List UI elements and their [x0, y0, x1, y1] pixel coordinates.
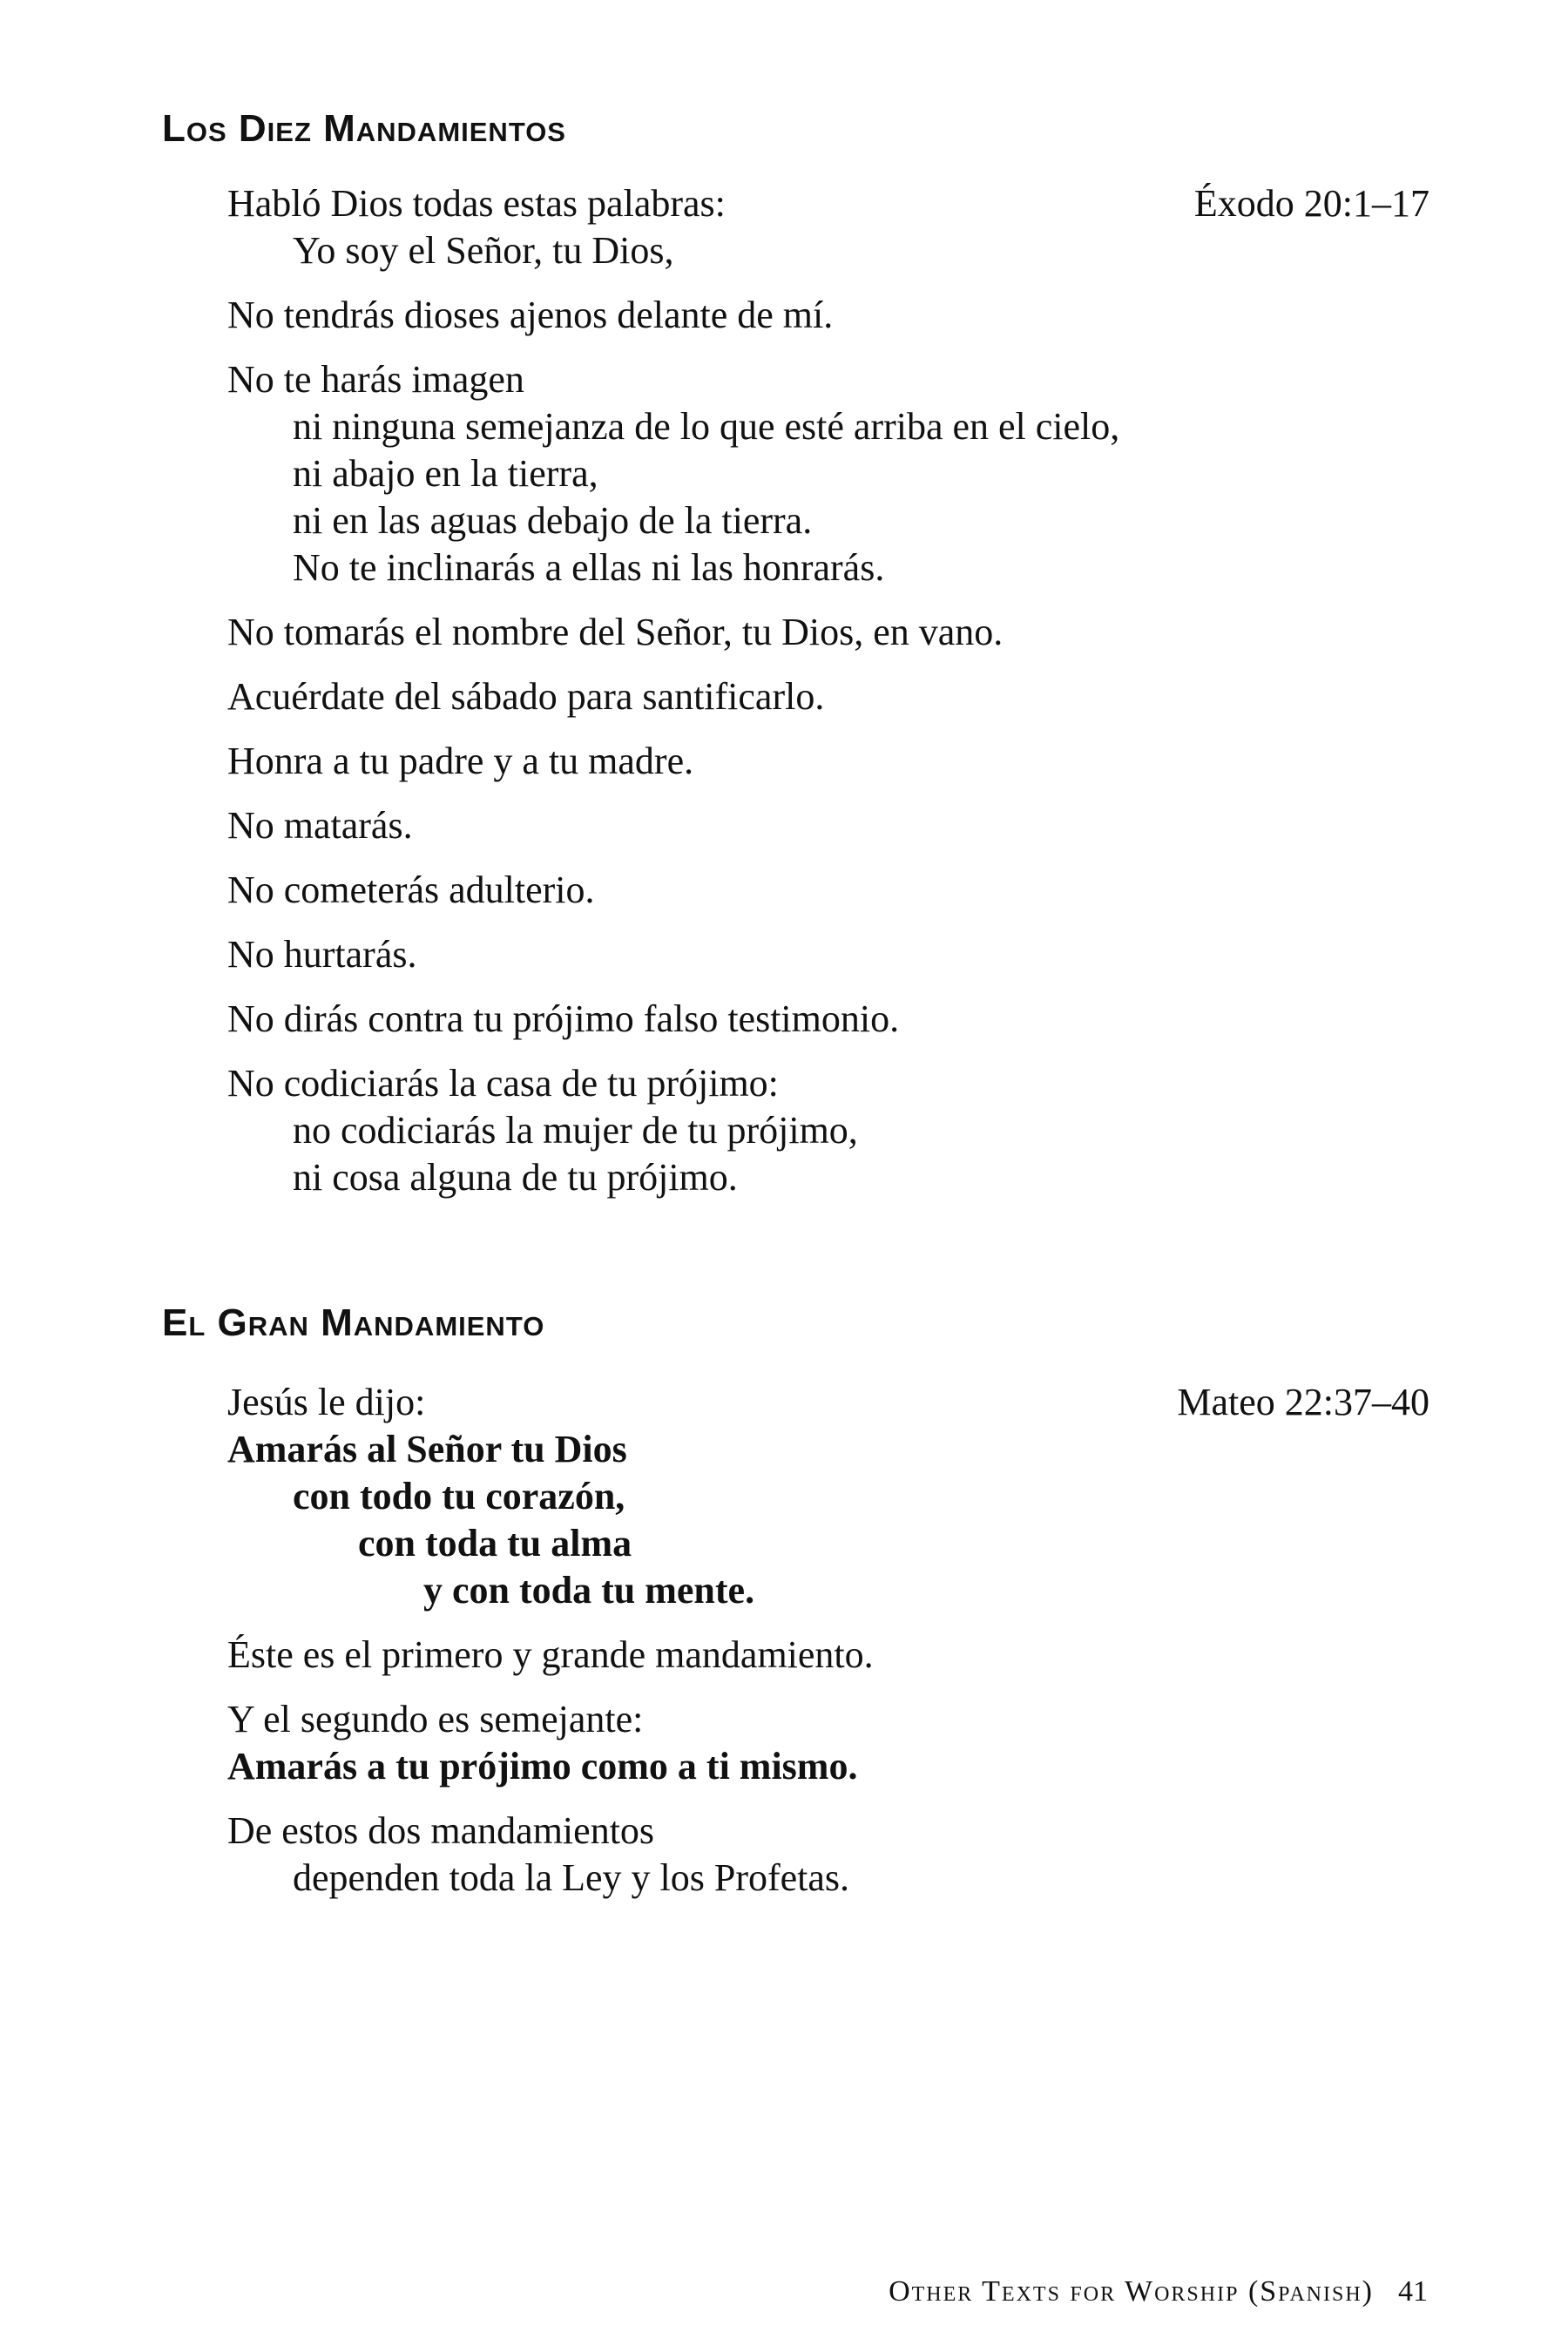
text-line: No cometerás adulterio.: [227, 868, 595, 911]
page-footer: [889, 2274, 1428, 2309]
text-line: No te inclinarás a ellas ni las honrarás.: [293, 546, 885, 589]
text-line: Amarás a tu prójimo como a ti mismo.: [227, 1745, 858, 1788]
text-line: ni en las aguas debajo de la tierra.: [293, 499, 813, 542]
text-line: ni ninguna semejanza de lo que esté arriba en el cielo,: [293, 405, 1120, 448]
text-line: con toda tu alma: [358, 1522, 632, 1565]
paragraph: [227, 931, 1429, 978]
text-line: De estos dos mandamientos: [227, 1809, 655, 1852]
paragraph: [227, 1808, 1429, 1902]
text-line: y con toda tu mente.: [423, 1569, 755, 1612]
paragraph: [227, 867, 1429, 914]
text-line: No matarás.: [227, 804, 413, 847]
paragraph: [227, 1632, 1429, 1679]
text-line: No dirás contra tu prójimo falso testimonio.: [227, 997, 900, 1040]
text-line: Honra a tu padre y a tu madre.: [227, 740, 694, 782]
text-line: ni abajo en la tierra,: [293, 452, 598, 495]
text-line: No hurtarás.: [227, 933, 417, 976]
paragraph: [227, 738, 1429, 785]
section-title-ten-commandments: Los Diez Mandamientos: [162, 107, 566, 150]
paragraph-list: [227, 1379, 1429, 1902]
paragraph: [227, 996, 1429, 1043]
paragraph: [227, 292, 1429, 339]
text-line: No codiciarás la casa de tu prójimo:: [227, 1062, 779, 1105]
text-line: No tomarás el nombre del Señor, tu Dios, en vano.: [227, 611, 1004, 653]
paragraph: [227, 356, 1429, 591]
paragraph-list: [227, 180, 1429, 1201]
ten-commandments-text: [227, 180, 1429, 1219]
text-line: con todo tu corazón,: [293, 1475, 625, 1517]
footer-label: Other Texts for Worship (Spanish): [889, 2275, 1374, 2308]
text-line: dependen toda la Ley y los Profetas.: [293, 1856, 850, 1899]
paragraph: [227, 1696, 1429, 1790]
text-line: Amarás al Señor tu Dios: [227, 1428, 627, 1470]
text-line: Éste es el primero y grande mandamiento.: [227, 1633, 874, 1676]
text-line: Habló Dios todas estas palabras:: [227, 182, 726, 225]
page-number: 41: [1398, 2275, 1428, 2308]
text-line: No te harás imagen: [227, 358, 524, 401]
paragraph: [227, 1060, 1429, 1201]
text-line: No tendrás dioses ajenos delante de mí.: [227, 294, 834, 336]
text-line: Acuérdate del sábado para santificarlo.: [227, 675, 825, 718]
text-line: ni cosa alguna de tu prójimo.: [293, 1156, 738, 1199]
great-commandment-text: [227, 1379, 1429, 1919]
text-line: no codiciarás la mujer de tu prójimo,: [293, 1109, 858, 1152]
text-line: Jesús le dijo:: [227, 1381, 426, 1423]
scripture-reference: Éxodo 20:1–17: [1193, 182, 1429, 225]
text-line: Y el segundo es semejante:: [227, 1698, 644, 1740]
paragraph: [227, 802, 1429, 849]
paragraph: [227, 609, 1429, 656]
section-title-great-commandment: El Gran Mandamiento: [162, 1301, 545, 1344]
text-line: Yo soy el Señor, tu Dios,: [293, 229, 674, 272]
scripture-reference: Mateo 22:37–40: [1177, 1381, 1429, 1423]
paragraph: [227, 673, 1429, 720]
